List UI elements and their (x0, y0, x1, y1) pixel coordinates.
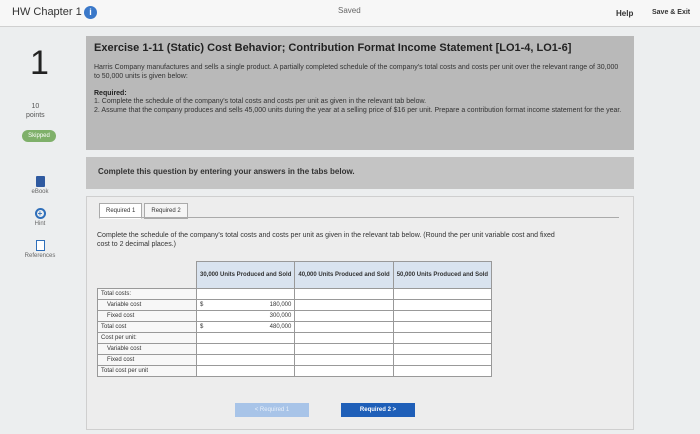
references-button[interactable] (20, 240, 60, 259)
hint-icon: + (35, 208, 46, 219)
top-bar (0, 0, 700, 27)
skipped-badge: Skipped (22, 130, 56, 142)
table-row (98, 344, 492, 355)
instruction-banner: Complete this question by entering your answers in the tabs below. (86, 157, 634, 189)
dollar-sign: $ (200, 302, 204, 308)
total-cost-pu-40k-input[interactable] (295, 366, 393, 377)
row-label-total-costs: Total costs: (98, 289, 197, 300)
exercise-header (86, 36, 634, 150)
previous-tab-button[interactable]: < Required 1 (235, 403, 309, 417)
row-label-fixed-cost-per-unit: Fixed cost (98, 355, 197, 366)
row-label-total-cost: Total cost (98, 322, 197, 333)
total-cost-pu-30k-input[interactable] (197, 366, 295, 377)
column-header-40k: 40,000 Units Produced and Sold (295, 262, 393, 289)
table-row (98, 300, 492, 311)
tab-divider (99, 217, 619, 218)
save-exit-link[interactable]: Save & Exit (652, 9, 691, 16)
variable-cost-pu-50k-input[interactable] (393, 344, 491, 355)
table-row (98, 311, 492, 322)
fixed-cost-pu-40k-input[interactable] (295, 355, 393, 366)
cost-schedule-table (97, 261, 492, 377)
ebook-label: eBook (31, 189, 49, 195)
row-label-total-cost-per-unit: Total cost per unit (98, 366, 197, 377)
points-value: 10 (31, 103, 40, 110)
variable-cost-30k (197, 300, 295, 311)
ebook-button[interactable] (20, 176, 60, 195)
total-cost-50k-input[interactable] (393, 322, 491, 333)
book-icon (36, 176, 45, 187)
save-status: Saved (338, 6, 361, 15)
chapter-title: HW Chapter 1 (12, 6, 82, 18)
variable-cost-pu-40k-input[interactable] (295, 344, 393, 355)
document-icon (36, 240, 45, 251)
question-sidebar (0, 26, 78, 434)
tab-required-2[interactable]: Required 2 (144, 203, 187, 219)
tab-required-1[interactable]: Required 1 (99, 203, 142, 219)
hint-button[interactable] (20, 208, 60, 227)
total-cost-30k (197, 322, 295, 333)
table-header-row (98, 262, 492, 289)
row-label-cost-per-unit: Cost per unit: (98, 333, 197, 344)
table-row (98, 289, 492, 300)
fixed-cost-pu-50k-input[interactable] (393, 355, 491, 366)
row-label-fixed-cost: Fixed cost (98, 311, 197, 322)
points-label: points (26, 112, 45, 119)
info-icon[interactable]: i (84, 6, 97, 19)
fixed-cost-30k-value: 300,000 (269, 313, 292, 319)
variable-cost-30k-value: 180,000 (269, 302, 292, 308)
table-row (98, 333, 492, 344)
question-number: 1 (30, 44, 49, 82)
dollar-sign: $ (200, 324, 204, 330)
exercise-description: Harris Company manufactures and sells a single product. A partially completed schedule of the company's total costs and costs per unit over the relevant range of 30,000 to 50,000 units is given below: (94, 64, 619, 80)
row-label-variable-cost: Variable cost (98, 300, 197, 311)
total-cost-30k-value: 480,000 (269, 324, 292, 330)
column-header-30k: 30,000 Units Produced and Sold (197, 262, 295, 289)
total-cost-pu-50k-input[interactable] (393, 366, 491, 377)
requirement-1: 1. Complete the schedule of the company's total costs and costs per unit as given in the relevant tab below. (94, 98, 427, 105)
work-area (86, 196, 634, 430)
table-row (98, 366, 492, 377)
column-header-50k: 50,000 Units Produced and Sold (393, 262, 491, 289)
row-label-variable-cost-per-unit: Variable cost (98, 344, 197, 355)
required-label: Required: (94, 90, 127, 97)
hint-label: Hint (34, 221, 46, 227)
help-link[interactable]: Help (616, 9, 634, 18)
task-instructions: Complete the schedule of the company's total costs and costs per unit as given in the relevant tab below. (Round the per unit variable cost and fixed cost to 2 decimal places.) (97, 232, 555, 248)
variable-cost-40k-input[interactable] (295, 300, 393, 311)
requirement-2: 2. Assume that the company produces and sells 45,000 units during the year at a selling price of $16 per unit. Prepare a contribution format income statement for the year. (94, 107, 622, 114)
points-info (26, 102, 45, 120)
fixed-cost-pu-30k-input[interactable] (197, 355, 295, 366)
table-row (98, 355, 492, 366)
next-tab-button[interactable]: Required 2 > (341, 403, 415, 417)
variable-cost-pu-30k-input[interactable] (197, 344, 295, 355)
fixed-cost-40k-input[interactable] (295, 311, 393, 322)
variable-cost-50k-input[interactable] (393, 300, 491, 311)
total-cost-40k-input[interactable] (295, 322, 393, 333)
exercise-title: Exercise 1-11 (Static) Cost Behavior; Contribution Format Income Statement [LO1-4, LO1-6] (94, 42, 572, 54)
references-label: References (24, 253, 56, 259)
table-row (98, 322, 492, 333)
fixed-cost-30k (197, 311, 295, 322)
fixed-cost-50k-input[interactable] (393, 311, 491, 322)
